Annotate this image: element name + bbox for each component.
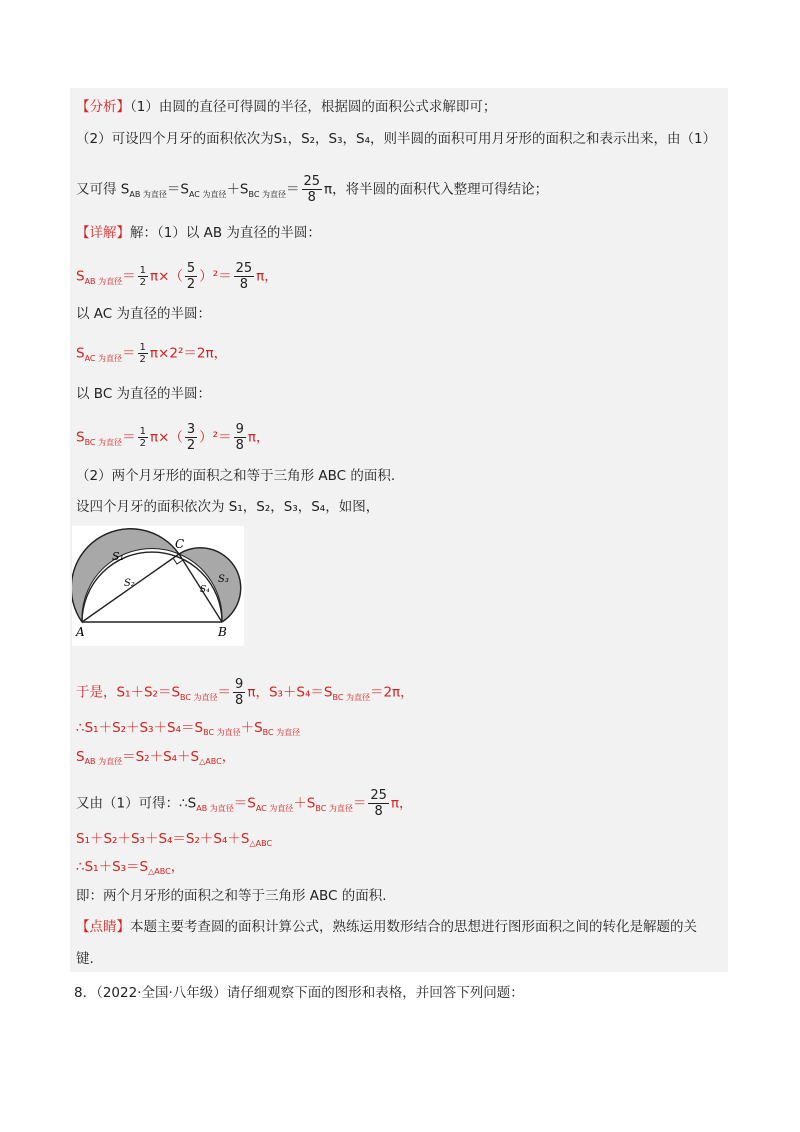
label-c: C xyxy=(175,537,185,551)
therefore-line-1: $\therefore S_1+S_2+S_3+S_4=S_{BC 为直径}+S_{BC 为直径}$ xyxy=(76,720,301,737)
therefore-line-2: $\therefore S_1+S_3=S_{\triangle ABC}$， xyxy=(76,859,185,876)
setup-line: 设四个月牙的面积依次为 S₁，S₂，S₃，S₄，如图， xyxy=(76,499,380,515)
conclusion-line: 即：两个月牙形的面积之和等于三角形 ABC 的面积. xyxy=(76,888,387,904)
label-s4: S₄ xyxy=(200,585,210,595)
s-ac-formula: $S_{AC 为直径}=$ $\frac{1}{2}$ π×2²＝2π， xyxy=(76,342,228,365)
label-b: B xyxy=(218,625,227,639)
bc-title: 以 BC 为直径的半圆： xyxy=(76,386,212,402)
youyou-line: 又由（1）可得：$\therefore S_{AB 为直径}=S_{AC 为直径}+S_{BC 为直径}=$ $\frac{25}{8}$ π， xyxy=(76,788,413,819)
label-s3: S₃ xyxy=(218,574,229,585)
lune-figure xyxy=(72,526,244,646)
sum-line: $S_1+S_2+S_3+S_4=S_2+S_4+S_{\triangle ABC}$ xyxy=(76,831,273,848)
detail-intro: 【详解】解：（1）以 AB 为直径的半圆： xyxy=(76,225,321,241)
s-ab-formula: $S_{AB 为直径}=$ $\frac{1}{2}$ π×（ $\frac{5}{2}$ ）²＝ $\frac{25}{8}$ π， xyxy=(76,261,278,292)
analysis-line-3: 又可得 $S_{AB 为直径}=S_{AC 为直径}+S_{BC 为直径}=$ $\frac{25}{8}$ π，将半圆的面积代入整理可得结论； xyxy=(76,174,549,205)
s-bc-formula: $S_{BC 为直径}=$ $\frac{1}{2}$ π×（ $\frac{3}{2}$ ）²＝ $\frac{9}{8}$ π， xyxy=(76,422,270,453)
comment-line-2: 键. xyxy=(76,951,94,967)
label-s2: S₂ xyxy=(124,578,135,589)
part-2-statement: （2）两个月牙形的面积之和等于三角形 ABC 的面积. xyxy=(76,468,396,484)
fraction: $\frac{25}{8}$ xyxy=(303,174,321,205)
label-s1: S₁ xyxy=(112,550,124,563)
analysis-line-1: 【分析】（1）由圆的直径可得圆的半径，根据圆的面积公式求解即可； xyxy=(76,99,497,115)
yushi-line: 于是，$S_1+S_2=S_{BC 为直径}=$ $\frac{9}{8}$ π，$S_3+S_4=S_{BC 为直径}=2\pi$， xyxy=(76,677,414,708)
comment-line-1: 【点睛】本题主要考查圆的面积计算公式，熟练运用数形结合的思想进行图形面积之间的转化是解题的关 xyxy=(76,919,697,935)
lune-diagram xyxy=(72,526,244,646)
lune-right-shape xyxy=(179,548,241,622)
s-ab-sum-line: $S_{AB 为直径}=S_2+S_4+S_{\triangle ABC}$， xyxy=(76,749,236,766)
label-a: A xyxy=(76,625,85,639)
question-8: 8．（2022·全国·八年级）请仔细观察下面的图形和表格，并回答下列问题： xyxy=(74,985,524,1001)
lune-left-shape xyxy=(72,529,179,622)
analysis-line-2: （2）可设四个月牙的面积依次为S₁，S₂，S₃，S₄，则半圆的面积可用月牙形的面积之和表示出来，由（1） xyxy=(76,131,717,147)
ac-title: 以 AC 为直径的半圆： xyxy=(76,306,212,322)
